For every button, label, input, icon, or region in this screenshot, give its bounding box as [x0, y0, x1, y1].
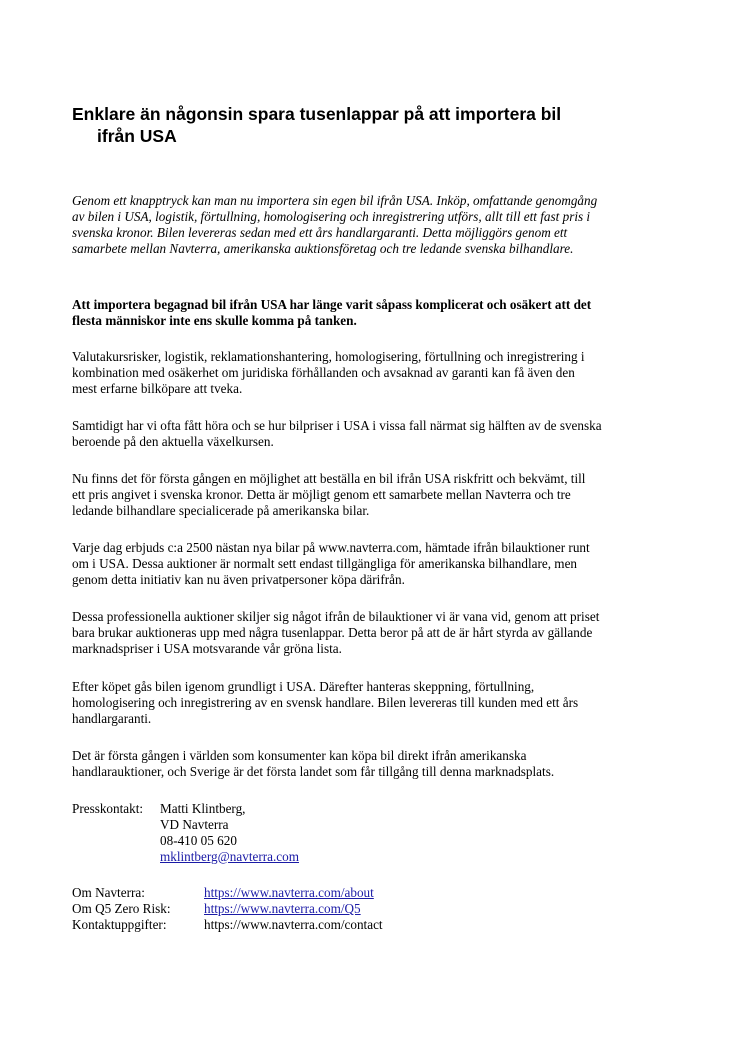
page-title — [72, 103, 672, 147]
contact-role: VD Navterra — [160, 817, 229, 832]
press-contact-details — [160, 801, 299, 865]
body-paragraph — [72, 748, 684, 780]
intro-paragraph — [72, 297, 684, 329]
about-link[interactable]: https://www.navterra.com/about — [204, 885, 374, 900]
lead-line: Genom ett knapptryck kan man nu importera sin egen bil ifrån USA. Inköp, omfattande genomgång — [72, 193, 598, 208]
lead-line: samarbete mellan Navterra, amerikanska auktionsföretag och tre ledande svenska bilhandlare. — [72, 241, 574, 256]
lead-line: svenska kronor. Bilen levereras sedan med ett års handlargaranti. Detta möjliggörs genom ett — [72, 225, 568, 240]
lead-paragraph — [72, 193, 684, 257]
body-paragraph — [72, 349, 684, 397]
paragraph-line: Efter köpet gås bilen igenom grundligt i USA. Därefter hanteras skeppning, förtullning, — [72, 679, 535, 694]
paragraph-line: mest erfarne bilköpare att tveka. — [72, 381, 243, 396]
lead-line: av bilen i USA, logistik, förtullning, homologisering och inregistrering utförs, allt till ett fast pris i — [72, 209, 591, 224]
body-paragraph — [72, 679, 684, 727]
paragraph-line: om i USA. Dessa auktioner är normalt sett endast tillgängliga för amerikanska bilhandlare, men — [72, 556, 578, 571]
paragraph-line: marknadspriser i USA motsvarande vår gröna lista. — [72, 641, 342, 656]
paragraph-line: Nu finns det för första gången en möjlighet att beställa en bil ifrån USA riskfritt och bekvämt, till — [72, 471, 586, 486]
contact-phone: 08-410 05 620 — [160, 833, 237, 848]
paragraph-line: ett pris angivet i svenska kronor. Detta är möjligt genom ett samarbete mellan Navterra och tre — [72, 487, 571, 502]
paragraph-line: homologisering och inregistrering av en svensk handlare. Bilen levereras till kunden med ett års — [72, 695, 579, 710]
body-paragraph — [72, 471, 684, 519]
body-paragraph — [72, 609, 684, 657]
paragraph-line: beroende på den aktuella växelkursen. — [72, 434, 274, 449]
link-label: Om Q5 Zero Risk: — [72, 901, 171, 916]
paragraph-line: handlargaranti. — [72, 711, 152, 726]
contact-url-text: https://www.navterra.com/contact — [204, 917, 383, 932]
paragraph-line: genom detta initiativ kan nu även privatpersoner köpa därifrån. — [72, 572, 405, 587]
paragraph-line: Det är första gången i världen som konsumenter kan köpa bil direkt ifrån amerikanska — [72, 748, 527, 763]
link-label: Kontaktuppgifter: — [72, 917, 167, 932]
paragraph-line: Dessa professionella auktioner skiljer sig något ifrån de bilauktioner vi är vana vid, genom att priset — [72, 609, 600, 624]
q5-link[interactable]: https://www.navterra.com/Q5 — [204, 901, 361, 916]
body-paragraph — [72, 540, 684, 588]
paragraph-line: Valutakursrisker, logistik, reklamationshantering, homologisering, förtullning och inregistrering i — [72, 349, 585, 364]
press-contact-label: Presskontakt: — [72, 801, 144, 816]
paragraph-line: ledande bilhandlare specialicerade på amerikanska bilar. — [72, 503, 370, 518]
contact-email-link[interactable]: mklintberg@navterra.com — [160, 849, 299, 864]
paragraph-line: handlarauktioner, och Sverige är det första landet som får tillgång till denna marknadsplats. — [72, 764, 555, 779]
link-label: Om Navterra: — [72, 885, 145, 900]
paragraph-line: Varje dag erbjuds c:a 2500 nästan nya bilar på www.navterra.com, hämtade ifrån bilauktioner runt — [72, 540, 590, 555]
title-line-2: ifrån USA — [97, 126, 177, 146]
body-paragraph — [72, 418, 684, 450]
intro-line: Att importera begagnad bil ifrån USA har länge varit såpass komplicerat och osäkert att det — [72, 297, 592, 312]
paragraph-line: bara brukar auktioneras upp med några tusenlappar. Detta beror på att de är hårt styrda av gällande — [72, 625, 593, 640]
intro-line: flesta människor inte ens skulle komma på tanken. — [72, 313, 357, 328]
paragraph-line: Samtidigt har vi ofta fått höra och se hur bilpriser i USA i vissa fall närmat sig hälften av de svenska — [72, 418, 602, 433]
contact-name: Matti Klintberg, — [160, 801, 246, 816]
title-line-1: Enklare än någonsin spara tusenlappar på att importera bil — [72, 104, 562, 124]
paragraph-line: kombination med osäkerhet om juridiska förhållanden och avsaknad av garanti kan få även den — [72, 365, 575, 380]
